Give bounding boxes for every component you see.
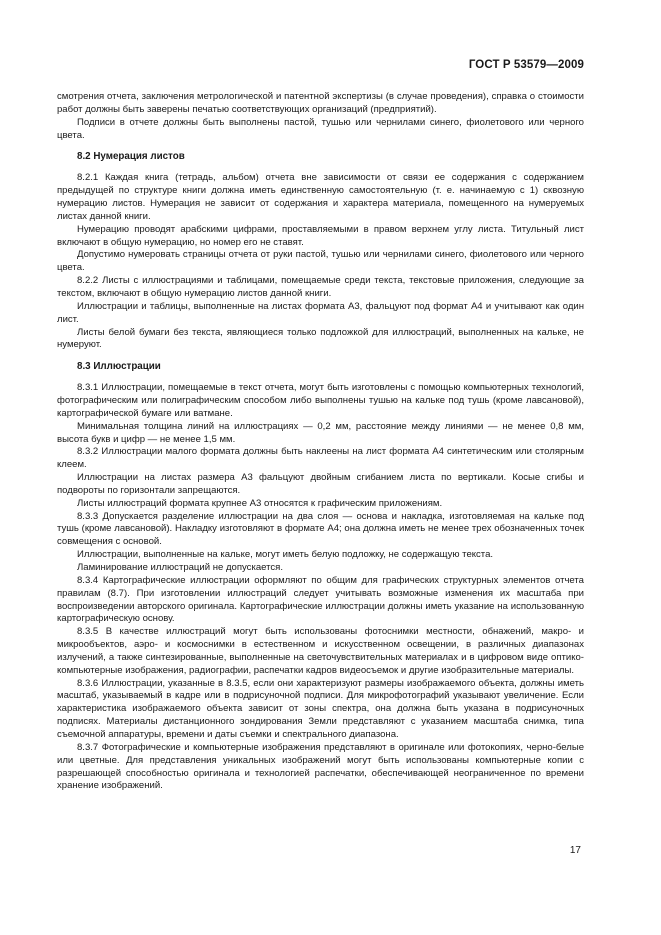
- section-heading-8-3: 8.3 Иллюстрации: [77, 361, 161, 373]
- paragraph: 8.3.5 В качестве иллюстраций могут быть использованы фотоснимки местности, обнажений, макро- и микрообъектов, аэро- и космоснимки в естественном и искусственном освещении, в различных диапазонах излучений, а также синтезированные, выполненные на светочувствительных материалах и в цифровом виде оптико-компьютерные изображения, радиографии, распечатки кадров видеосъемок и другие изобразительные материалы.: [57, 626, 584, 676]
- paragraph: Подписи в отчете должны быть выполнены пастой, тушью или чернилами синего, фиолетового или черного цвета.: [57, 116, 584, 141]
- paragraph: Иллюстрации, выполненные на кальке, могут иметь белую подложку, не содержащую текста.: [77, 549, 494, 561]
- paragraph: Ламинирование иллюстраций не допускается.: [77, 562, 283, 573]
- paragraph: Допустимо нумеровать страницы отчета от руки пастой, тушью или чернилами синего, фиолетового или черного цвета.: [57, 249, 584, 274]
- paragraph: 8.3.7 Фотографические и компьютерные изображения представляют в оригинале или фотокопиях, черно-белые или цветные. Для представления уникальных изображений могут быть использованы компьютерные копии с разрешающей способностью оригинала и технологией распечатки, обеспечивающей неограниченное по времени хранение изображений.: [57, 741, 584, 792]
- document-body: [57, 91, 584, 793]
- paragraph: Листы иллюстраций формата крупнее А3 относятся к графическим приложениям.: [77, 497, 443, 509]
- paragraph: 8.3.2 Иллюстрации малого формата должны быть наклеены на лист формата А4 синтетическим или столярным клеем.: [57, 446, 584, 471]
- section-heading-8-2: 8.2 Нумерация листов: [77, 151, 185, 163]
- paragraph: 8.2.1 Каждая книга (тетрадь, альбом) отчета вне зависимости от связи ее содержания с содержанием предыдущей по структуре книги должна иметь единственную самостоятельную (т. е. начинаемую с 1) сквозную нумерацию листов. Нумерация не зависит от содержания и характера материала, помещенного на нумеруемых листах данной книги.: [57, 172, 584, 222]
- paragraph: Иллюстрации и таблицы, выполненные на листах формата А3, фальцуют под формат А4 и учитывают как один лист.: [57, 300, 584, 325]
- paragraph: смотрения отчета, заключения метрологической и патентной экспертизы (в случае проведения), справка о стоимости работ должны быть заверены печатью соответствующих организаций (предприятий).: [57, 91, 584, 115]
- paragraph: 8.3.3 Допускается разделение иллюстрации на два слоя — основа и накладка, изготовляемая на кальке под тушь (кроме лавсановой). Накладку изготовляют в формате А4; она должна иметь не менее трех обозначенных точек совмещения с основой.: [57, 510, 584, 548]
- paragraph: Нумерацию проводят арабскими цифрами, проставляемыми в правом верхнем углу листа. Титульный лист включают в общую нумерацию, но номер его не ставят.: [57, 223, 584, 248]
- standard-designation: ГОСТ Р 53579—2009: [468, 59, 584, 71]
- paragraph: 8.2.2 Листы с иллюстрациями и таблицами, помещаемые среди текста, текстовые приложения, следующие за текстом, включают в общую нумерацию листов данной книги.: [57, 275, 584, 299]
- page-number: 17: [569, 845, 581, 856]
- paragraph: Листы белой бумаги без текста, являющиеся только подложкой для иллюстраций, выполненных на кальке, не нумеруют.: [57, 326, 584, 351]
- paragraph: Минимальная толщина линий на иллюстрациях — 0,2 мм, расстояние между линиями — не менее 0,8 мм, высота букв и цифр — не менее 1,5 мм.: [57, 420, 584, 445]
- paragraph: 8.3.1 Иллюстрации, помещаемые в текст отчета, могут быть изготовлены с помощью компьютерных технологий, фотографическим или полиграфическим способом либо выполнены тушью на кальке под тушь (кроме лавсановой), картографической бумаге или ватмане.: [57, 382, 584, 419]
- paragraph: 8.3.4 Картографические иллюстрации оформляют по общим для графических структурных элементов отчета правилам (8.7). При изготовлении иллюстраций следует учитывать возможные изменения их масштаба при воспроизведении авторского оригинала. Картографические иллюстрации должны иметь указание на использованную картографическую основу.: [57, 574, 584, 625]
- paragraph: 8.3.6 Иллюстрации, указанные в 8.3.5, если они характеризуют размеры изображаемого объекта, должны иметь масштаб, указываемый в кадре или в подрисуночной подписи. Для микрофотографий указывают увеличение. Если характеристика изображаемого объекта зависит от зоны спектра, она должна быть указана в подрисуночных подписях. Материалы дистанционного зондирования Земли представляют с указанием масштаба снимка, типа съемочной аппаратуры, времени и даты съемки и спектрального диапазона.: [57, 677, 584, 740]
- paragraph: Иллюстрации на листах размера А3 фальцуют двойным сгибанием листа по вертикали. Косые сгибы и подвороты по горизонтали запрещаются.: [57, 472, 584, 496]
